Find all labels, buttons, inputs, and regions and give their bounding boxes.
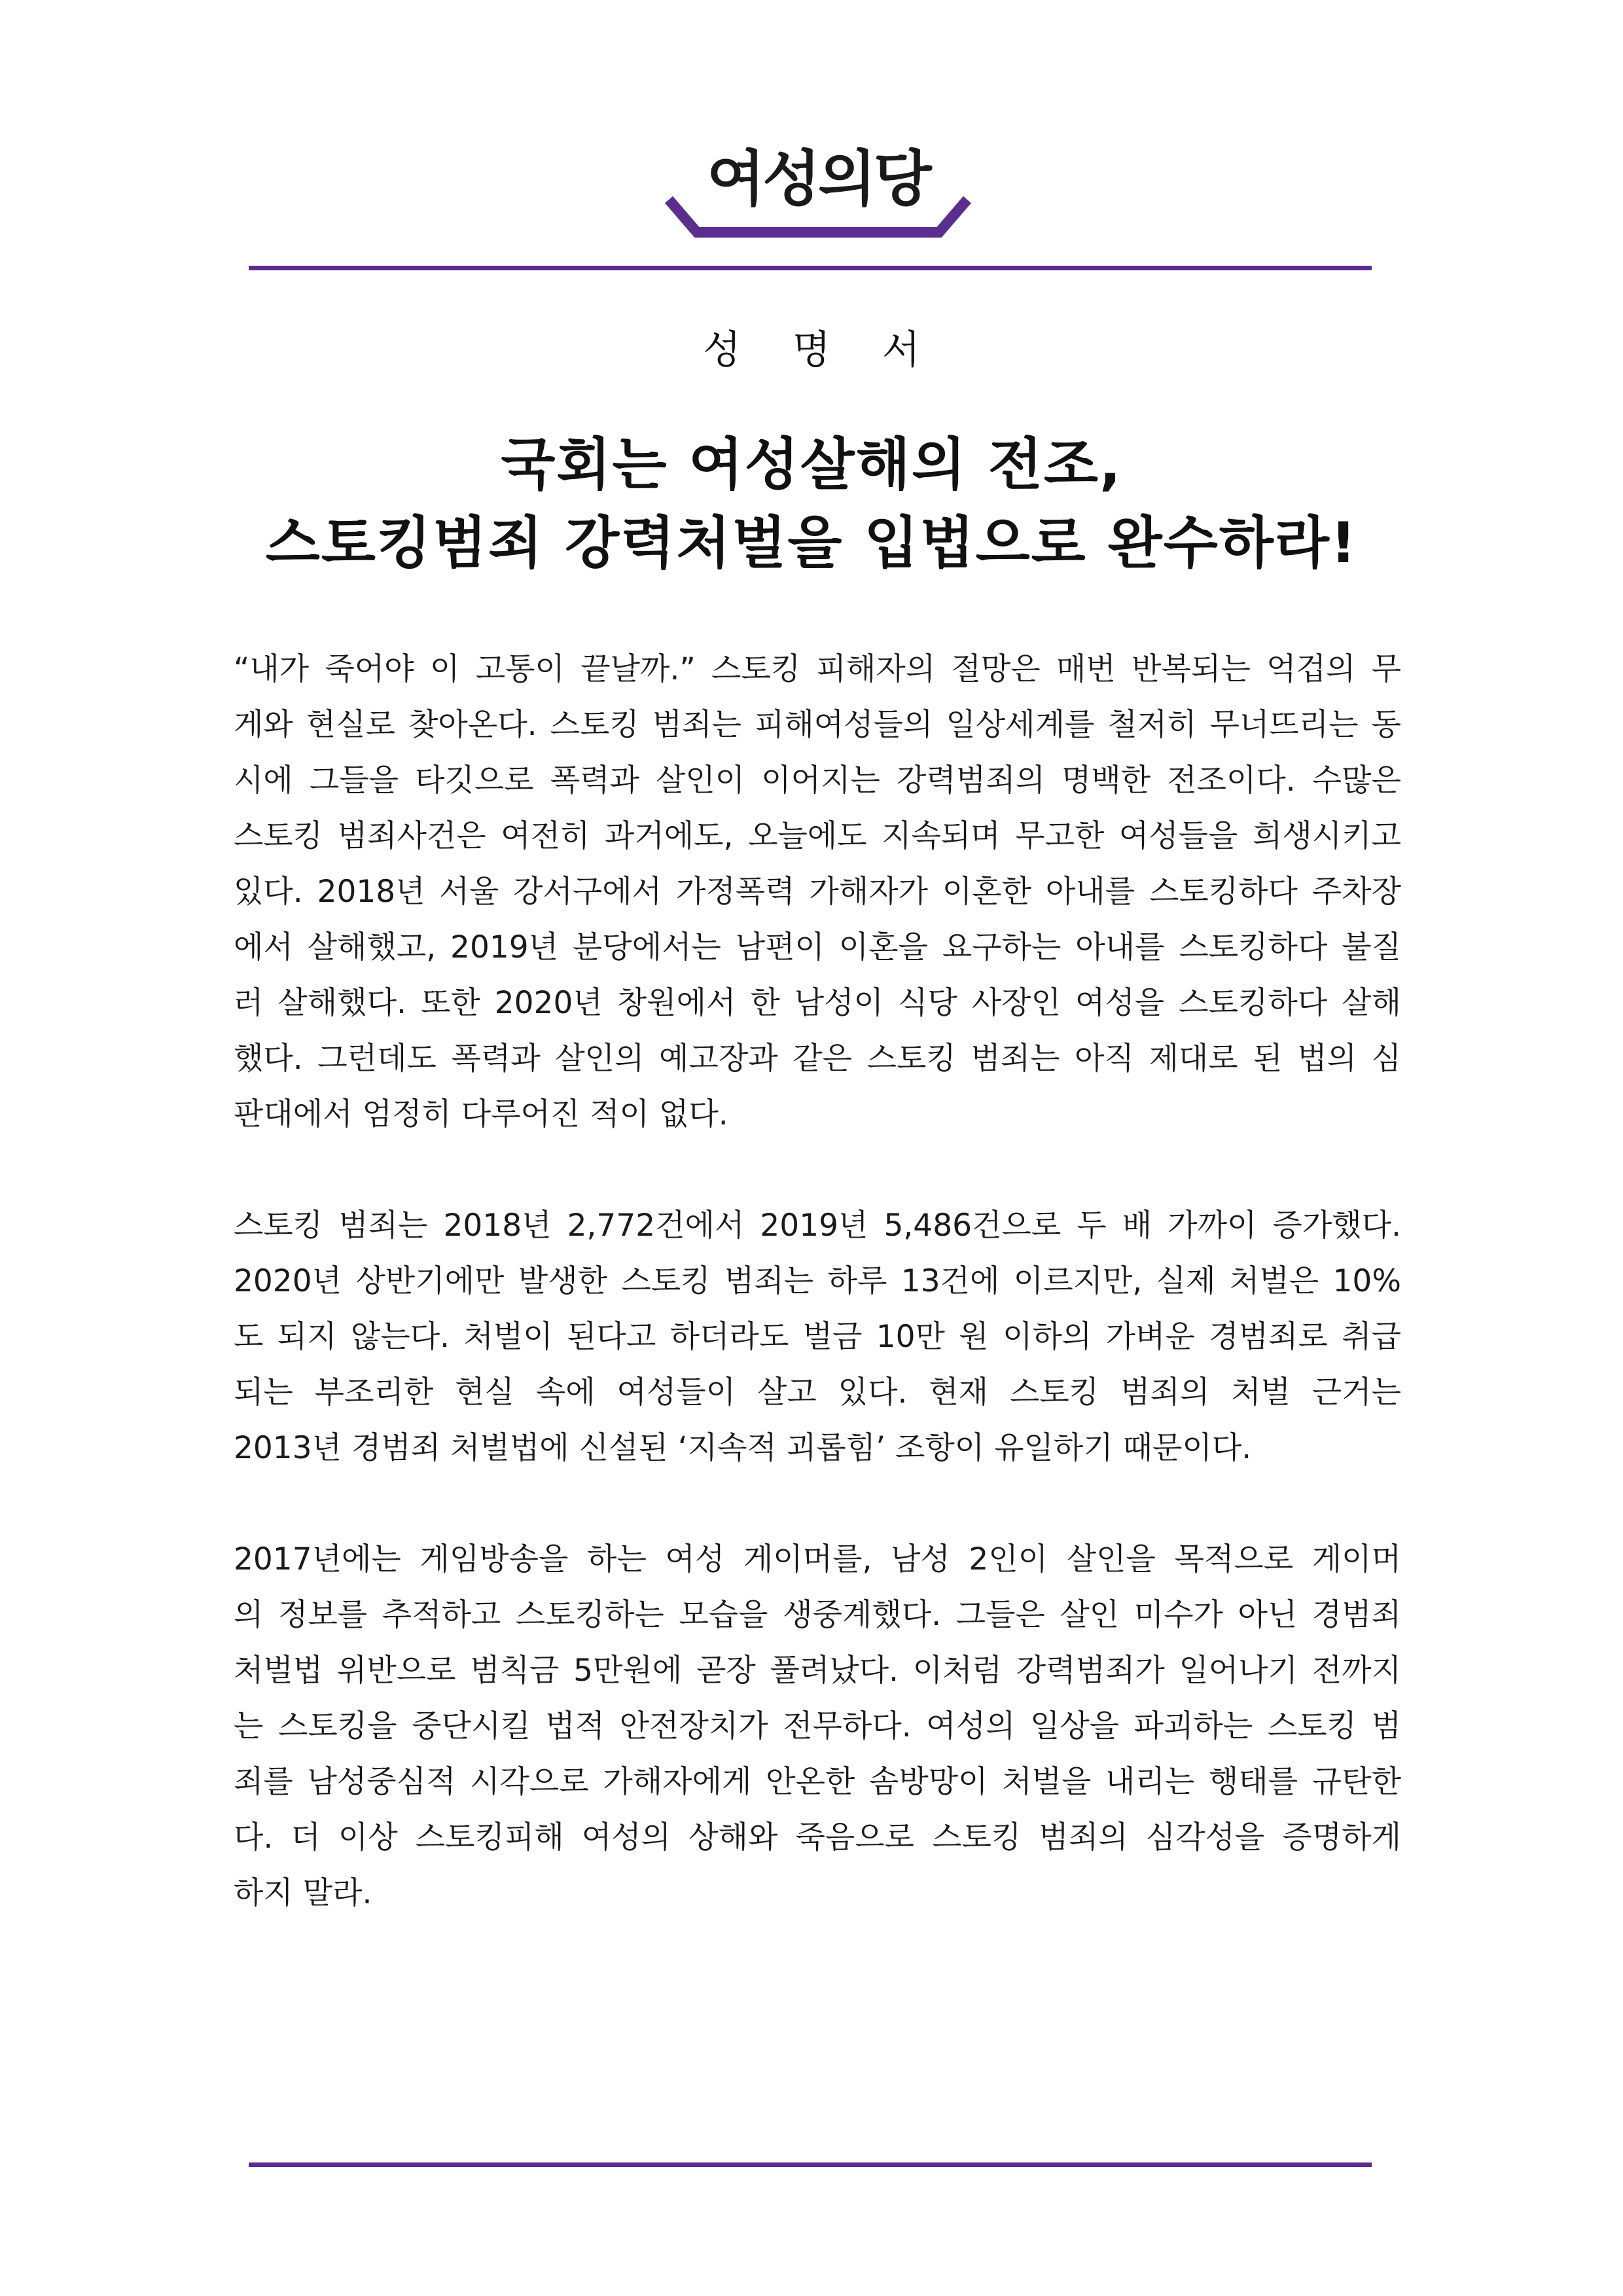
body-line: 의 정보를 추적하고 스토킹하는 모습을 생중계했다. 그들은 살인 미수가 아닌 경범죄 (234, 1597, 1401, 1633)
body-line: 게와 현실로 찾아온다. 스토킹 범죄는 피해여성들의 일상세계를 철저히 무너뜨리는 동 (234, 707, 1401, 743)
headline (0, 425, 1623, 583)
party-logo-text: 여성의당 (707, 144, 929, 214)
body-line: 죄를 남성중심적 시각으로 가해자에게 안온한 솜방망이 처벌을 내리는 행태를 규탄한 (234, 1764, 1401, 1800)
body-line: 했다. 그런데도 폭력과 살인의 예고장과 같은 스토킹 범죄는 아직 제대로 된 법의 심 (234, 1041, 1401, 1077)
body-line: 스토킹 범죄는 2018년 2,772건에서 2019년 5,486건으로 두 배 가까이 증가했다. (234, 1208, 1401, 1244)
party-logo-mark (661, 137, 975, 249)
body-line: 에서 살해했고, 2019년 분당에서는 남편이 이혼을 요구하는 아내를 스토킹하다 불질 (234, 929, 1401, 965)
body-line: 판대에서 엄정히 다루어진 적이 없다. (234, 1096, 728, 1132)
body-line: 스토킹 범죄사건은 여전히 과거에도, 오늘에도 지속되며 무고한 여성들을 희생시키고 (234, 818, 1401, 854)
body-line: 러 살해했다. 또한 2020년 창원에서 한 남성이 식당 사장인 여성을 스토킹하다 살해 (234, 985, 1401, 1021)
body-line: 처벌법 위반으로 범칙금 5만원에 곧장 풀려났다. 이처럼 강력범죄가 일어나기 전까지 (234, 1653, 1401, 1689)
party-logo (0, 0, 1623, 262)
headline-line-1: 국회는 여성살해의 전조, (501, 432, 1122, 497)
statement-body (234, 641, 1401, 1977)
body-line: 도 되지 않는다. 처벌이 된다고 하더라도 벌금 10만 원 이하의 가벼운 경범죄로 취급 (234, 1319, 1401, 1355)
headline-line-2: 스토킹범죄 강력처벌을 입법으로 완수하라! (265, 511, 1358, 576)
body-line: 2017년에는 게임방송을 하는 여성 게이머를, 남성 2인이 살인을 목적으로 게이머 (234, 1541, 1401, 1577)
body-line: 는 스토킹을 중단시킬 법적 안전장치가 전무하다. 여성의 일상을 파괴하는 스토킹 범 (234, 1708, 1401, 1744)
body-line: 2013년 경범죄 처벌법에 신설된 ‘지속적 괴롭힘’ 조항이 유일하기 때문이다. (234, 1430, 1252, 1466)
body-line: 있다. 2018년 서울 강서구에서 가정폭력 가해자가 이혼한 아내를 스토킹하다 주차장 (234, 874, 1401, 910)
paragraph-2 (234, 1198, 1401, 1476)
footer-rule (249, 2162, 1372, 2167)
body-line: 되는 부조리한 현실 속에 여성들이 살고 있다. 현재 스토킹 범죄의 처벌 근거는 (234, 1374, 1401, 1410)
document-type: 성 명 서 (702, 327, 940, 373)
body-line: 다. 더 이상 스토킹피해 여성의 상해와 죽음으로 스토킹 범죄의 심각성을 증명하게 (234, 1820, 1401, 1856)
body-line: 2020년 상반기에만 발생한 스토킹 범죄는 하루 13건에 이르지만, 실제 처벌은 10% (234, 1263, 1401, 1299)
paragraph-1 (234, 641, 1401, 1142)
header-rule (249, 266, 1372, 270)
body-line: 하지 말라. (234, 1875, 372, 1911)
body-line: “내가 죽어야 이 고통이 끝날까.” 스토킹 피해자의 절망은 매번 반복되는 억겁의 무 (234, 651, 1401, 687)
body-line: 시에 그들을 타깃으로 폭력과 살인이 이어지는 강력범죄의 명백한 전조이다. 수많은 (234, 762, 1401, 798)
paragraph-3 (234, 1532, 1401, 1921)
